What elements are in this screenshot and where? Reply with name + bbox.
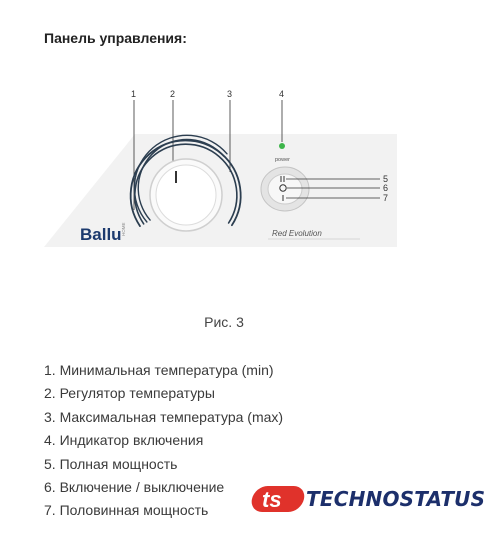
- power-label: power: [275, 157, 290, 163]
- ballu-home-label: HOME: [121, 222, 126, 236]
- page-title: Панель управления:: [44, 30, 187, 46]
- callout-3: 3: [227, 89, 233, 99]
- control-panel-illustration: [0, 80, 464, 260]
- legend-item-6: 6. Включение / выключение: [44, 478, 225, 495]
- figure-caption: Рис. 3: [204, 314, 244, 330]
- legend-item-5: 5. Полная мощность: [44, 455, 178, 472]
- callout-5: 5: [383, 174, 389, 184]
- legend-list: [44, 360, 283, 524]
- temperature-dial-knob: [156, 165, 216, 225]
- ballu-logo: Ballu: [80, 225, 122, 244]
- callout-1: 1: [131, 89, 137, 99]
- callout-7: 7: [383, 193, 389, 203]
- technostatus-logo-icon: [250, 480, 304, 520]
- callout-6: 6: [383, 183, 389, 193]
- legend-item-7: 7. Половинная мощность: [44, 502, 209, 519]
- rocker-switch: [268, 174, 302, 204]
- power-led: [279, 143, 285, 149]
- technostatus-watermark: [250, 480, 486, 520]
- legend-item-1: 1. Минимальная температура (min): [44, 362, 274, 378]
- technostatus-text: TECHNOSTATUS: [306, 487, 489, 511]
- callout-2: 2: [170, 89, 176, 99]
- legend-item-2: 2. Регулятор температуры: [44, 385, 215, 402]
- legend-item-4: 4. Индикатор включения: [44, 432, 204, 449]
- callout-4: 4: [279, 89, 285, 99]
- legend-item-3: 3. Максимальная температура (max): [44, 408, 284, 425]
- svg-text:ts: ts: [262, 487, 282, 512]
- series-name: Red Evolution: [272, 229, 322, 238]
